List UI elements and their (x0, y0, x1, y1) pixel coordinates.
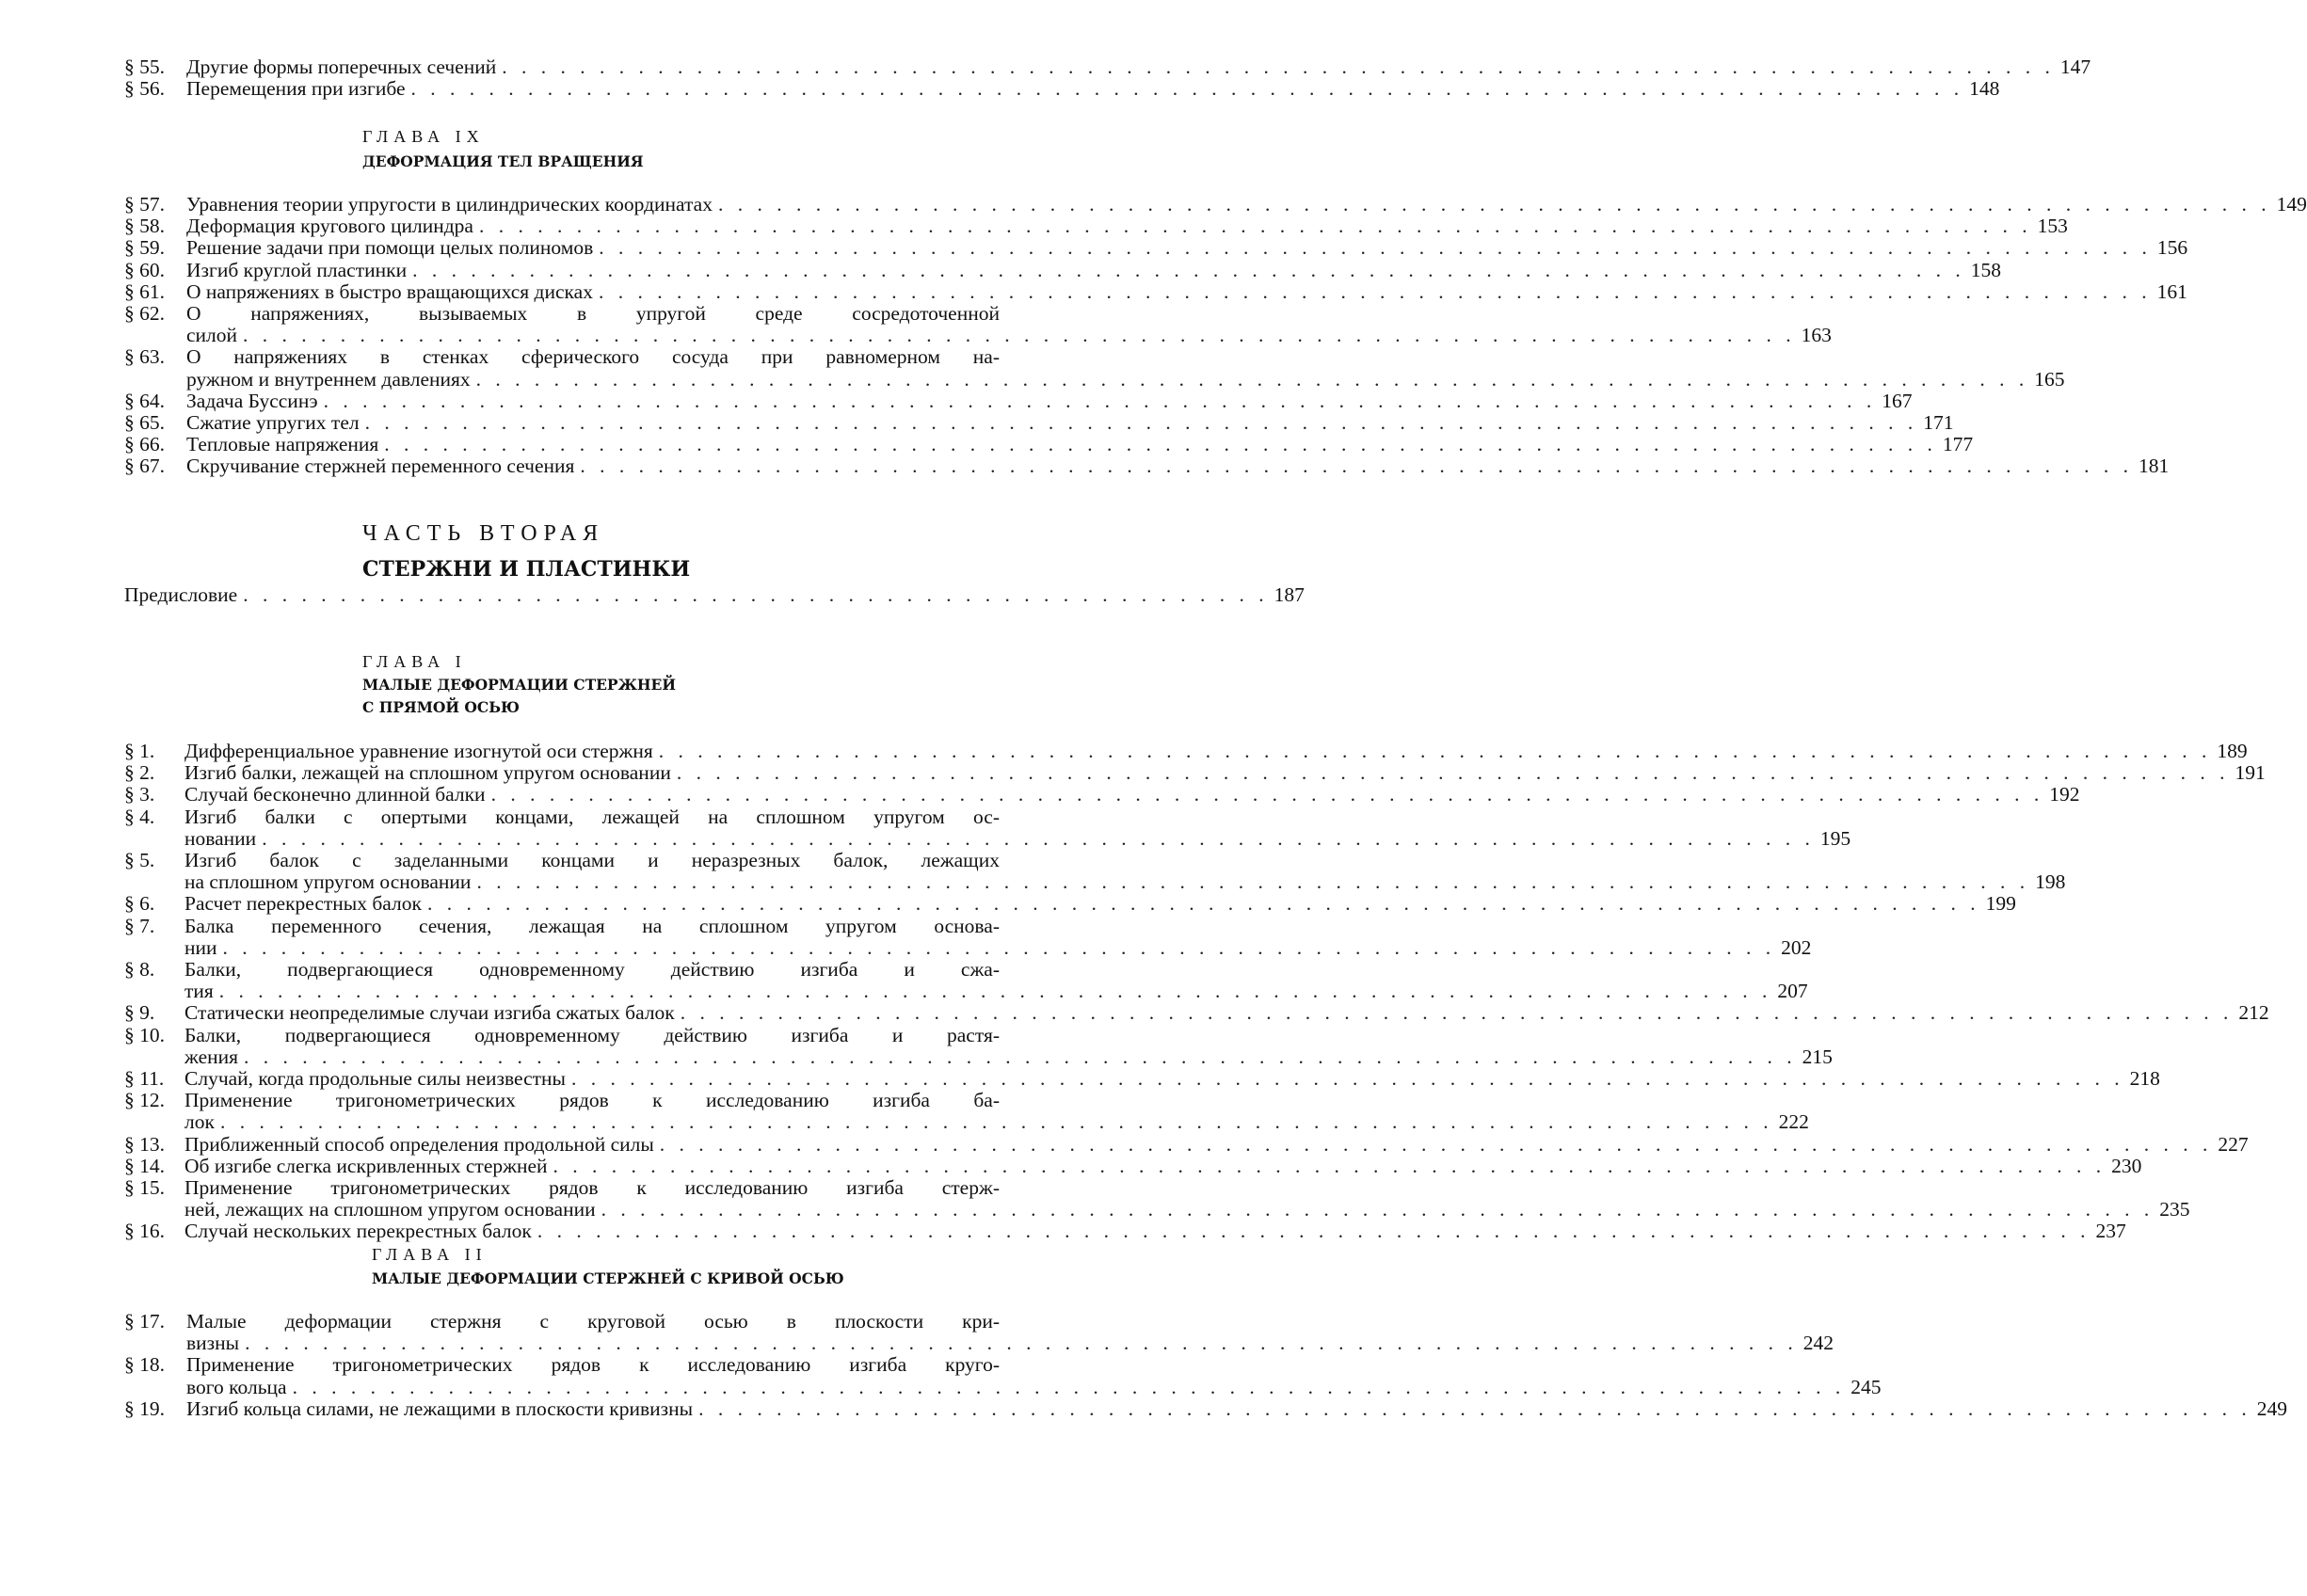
entry-page: 163 (1801, 324, 1832, 347)
toc-entry[interactable] (124, 1353, 1882, 1398)
entry-title: тия (184, 980, 214, 1003)
entry-line (184, 1198, 2190, 1221)
entry-line (184, 892, 2016, 916)
toc-entry[interactable] (124, 1023, 1833, 1068)
entry-title: Перемещения при изгибе (186, 77, 406, 101)
entry-line (184, 783, 2080, 806)
chapter-1-title-line2: С ПРЯМОЙ ОСЬЮ (362, 698, 520, 716)
entry-title: Об изгибе слегка искривленных стержней (184, 1154, 548, 1177)
chapter-2-label: ГЛАВА II (372, 1245, 488, 1264)
section-number: § 14. (124, 1154, 165, 1177)
leader-dots: . . . . . . . . . . . . . . . . . . . . . . . . . . . . . . . . . . . . . . . . . . . . . . . . . . . . . . . . . . . . . . . . . . . . . . . . . . . . . . . . (262, 826, 1815, 850)
entry-line (186, 433, 1974, 456)
section-number: § 11. (124, 1067, 165, 1091)
entry-line (186, 1332, 1834, 1355)
entry-title: на сплошном упругом основании (184, 870, 472, 894)
toc-block-intro (124, 56, 2091, 101)
toc-block-chapter-1 (124, 740, 2269, 1243)
entry-title: Сжатие упругих тел (186, 411, 360, 435)
leader-dots: . . . . . . . . . . . . . . . . . . . . . . . . . . . . . . . . . . . . . . . . . . . . . . . . . . . . . . . . . . . . . . . . . . . . . . . . . . . . . . . . (599, 236, 2152, 260)
section-number: § 10. (124, 1023, 165, 1046)
entry-page: 230 (2111, 1154, 2142, 1177)
entry-line (186, 258, 2001, 281)
chapter-2-title: МАЛЫЕ ДЕФОРМАЦИИ СТЕРЖНЕЙ С КРИВОЙ ОСЬЮ (372, 1269, 844, 1287)
section-number: § 16. (124, 1220, 165, 1243)
entry-page: 187 (1274, 583, 1305, 606)
entry-title-line1: Применение тригонометрических рядов к исследованию изгиба стерж- (184, 1176, 1000, 1200)
leader-dots: . . . . . . . . . . . . . . . . . . . . . . . . . . . . . . . . . . . . . . . . . . . . . . . . . . . . . . . . . . . . . . . . . . . . . . . . . . . . . . . . (601, 1198, 2155, 1221)
leader-dots: . . . . . . . . . . . . . . . . . . . . . . . . . . . . . . . . . . . . . . . . . . . . . . . . . . . . . . . . . . . . . . . . . . . . . . . . . . . . . . . . (219, 1110, 1773, 1134)
entry-title-line1: О напряжениях, вызываемых в упругой среде сосредоточенной (186, 302, 1000, 326)
section-number: § 59. (124, 236, 165, 260)
leader-dots: . . . . . . . . . . . . . . . . . . . . . . . . . . . . . . . . . . . . . . . . . . . . . . . . . . . . . . . . . . . . . . . . . . . . . . . . . . . . . . . . (676, 761, 2230, 785)
toc-entry[interactable] (124, 411, 1954, 435)
section-number: § 19. (124, 1396, 165, 1420)
entry-line (184, 980, 1808, 1003)
leader-dots: . . . . . . . . . . . . . . . . . . . . . . . . . . . . . . . . . . . . . . . . . . . . . . . . . . . . . . . . . . . . . . . . . . . . . . . . . . . . . . . . (580, 455, 2134, 478)
toc-entry[interactable] (124, 761, 2266, 785)
entry-page: 235 (2159, 1198, 2190, 1221)
leader-dots: . . . . . . . . . . . . . . . . . . . . . . . . . . . . . . . . . . . . . . . . . . . . . . . . . . . . . . . . . . . . . . . . . . . . . . . . . . . . . . . . (570, 1067, 2124, 1091)
entry-line (186, 193, 2307, 215)
section-number: § 6. (124, 892, 155, 916)
section-number: § 17. (124, 1310, 165, 1333)
entry-title: Предисловие (124, 583, 238, 606)
chapter-9-title: ДЕФОРМАЦИЯ ТЕЛ ВРАЩЕНИЯ (362, 152, 644, 170)
leader-dots: . . . . . . . . . . . . . . . . . . . . . . . . . . . . . . . . . . . . . . . . . . . . . . . . . . . . . . . . . . . . . . . . . . . . . . . . . . . . . . . . (244, 1045, 1797, 1068)
entry-title: вого кольца (186, 1375, 287, 1398)
leader-dots: . . . . . . . . . . . . . . . . . . . . . . . . . . . . . . . . . . . . . . . . . . . . . . . . . . . . . . . . . . . . . . . . . . . . . . . . . . . . . . . . (598, 279, 2152, 303)
entry-title-line1: Балка переменного сечения, лежащая на сплошном упругом основа- (184, 914, 1000, 937)
leader-dots: . . . . . . . . . . . . . . . . . . . . . . . . . . . . . . . . . . . . . . . . . . . . . . . . . . . . . . . . . . . . . . . . . . . . . . . . . . . . . . . . (659, 1132, 2213, 1156)
entry-line (184, 870, 2066, 894)
leader-dots: . . . . . . . . . . . . . . . . . . . . . . . . . . . . . . . . . . . . . . . . . . . . . . . . . . . . . . . . . . . . . . . . . . . . . . . . . . . . . . . . (553, 1154, 2107, 1177)
section-number: § 5. (124, 849, 155, 872)
entry-page: 202 (1781, 935, 1812, 959)
entry-line (186, 236, 2188, 260)
section-number: § 12. (124, 1089, 165, 1112)
section-number: § 65. (124, 411, 165, 435)
entry-page: 192 (2049, 783, 2080, 806)
entry-line (184, 1220, 2126, 1243)
entry-title: жения (184, 1045, 239, 1068)
leader-dots: . . . . . . . . . . . . . . . . . . . . . . . . . . . . . . . . . . . . . . . . . . . . . . . . . . . . . . . . . . . . . . . . . . . . . . . . . . . . . . . . (243, 324, 1796, 347)
leader-dots: . . . . . . . . . . . . . . . . . . . . . . . . . . . . . . . . . . . . . . . . . . . . . . . . . . . . . . . . . . . . . . . . . . . . . . . . . . . . . . . . (502, 56, 2055, 78)
toc-entry[interactable] (124, 1396, 2287, 1420)
entry-line (184, 1067, 2160, 1091)
entry-title: ружном и внутреннем давлениях (186, 367, 471, 391)
toc-entry[interactable] (124, 914, 1812, 959)
leader-dots: . . . . . . . . . . . . . . . . . . . . . . . . . . . . . . . . . . . . . . . . . . . . . . . . . . . . . . . . . . . . . . . . . . . . . . . . . . . . . . . . (410, 77, 1964, 101)
entry-title: нии (184, 935, 217, 959)
leader-dots: . . . . . . . . . . . . . . . . . . . . . . . . . . . . . . . . . . . . . . . . . . . . . . . . . . . . . . . . . . . . . . . . . . . . . . . . . . . . . . . . (475, 367, 2029, 391)
entry-page: 191 (2235, 761, 2266, 785)
entry-page: 161 (2156, 279, 2187, 303)
entry-page: 245 (1850, 1375, 1882, 1398)
entry-title: визны (186, 1332, 240, 1355)
leader-dots: . . . . . . . . . . . . . . . . . . . . . . . . . . . . . . . . . . . . . . . . . . . . . . . . . . . . . . . . . . . . . . . . . . . . . . . . . . . . . . . . (476, 870, 2030, 894)
toc-entry[interactable] (124, 302, 1832, 347)
entry-title: Задача Буссинэ (186, 389, 318, 412)
entry-line (186, 389, 1913, 412)
entry-title: силой (186, 324, 238, 347)
toc-entry[interactable] (124, 1154, 2142, 1177)
entry-title: О напряжениях в быстро вращающихся дисках (186, 279, 593, 303)
entry-page: 222 (1778, 1110, 1809, 1134)
entry-title: Скручивание стержней переменного сечения (186, 455, 575, 478)
toc-entry[interactable] (124, 345, 2065, 391)
toc-entry[interactable] (124, 1001, 2269, 1025)
entry-line (186, 56, 2091, 78)
entry-page: 237 (2095, 1220, 2126, 1243)
section-number: § 8. (124, 958, 155, 982)
entry-title: Дифференциальное уравнение изогнутой оси стержня (184, 740, 653, 762)
entry-title: Приближенный способ определения продольной силы (184, 1132, 654, 1156)
entry-line (186, 279, 2187, 303)
entry-title-line1: Малые деформации стержня с круговой осью в плоскости кри- (186, 1310, 1000, 1333)
toc-entry[interactable] (124, 958, 1808, 1003)
entry-line (186, 77, 2000, 101)
entry-page: 198 (2035, 870, 2066, 894)
leader-dots: . . . . . . . . . . . . . . . . . . . . . . . . . . . . . . . . . . . . . . . . . . . . . . . . . . . . . . . . . . . . . . . . . . . . . . . . . . . . . . . . (426, 892, 1980, 916)
entry-line (184, 1001, 2269, 1025)
entry-line (186, 367, 2065, 391)
entry-title-line1: Применение тригонометрических рядов к исследованию изгиба круго- (186, 1353, 1000, 1377)
entry-title: Деформация кругового цилиндра (186, 215, 473, 238)
leader-dots: . . . . . . . . . . . . . . . . . . . . . . . . . . . . . . . . . . . . . . . . . . . . . . . . . . . . . . . . . . . . . . . . . . . . . . . . . . . . . . . . (658, 740, 2212, 762)
entry-title: Изгиб кольца силами, не лежащими в плоскости кривизны (186, 1396, 694, 1420)
entry-title: Решение задачи при помощи целых полиномов (186, 236, 594, 260)
toc-entry[interactable] (124, 258, 2001, 281)
toc-entry[interactable] (124, 1220, 2126, 1243)
toc-block-chapter-2 (124, 1310, 2287, 1420)
section-number: § 56. (124, 77, 165, 101)
entry-page: 207 (1777, 980, 1808, 1003)
leader-dots: . . . . . . . . . . . . . . . . . . . . . . . . . . . . . . . . . . . . . . . . . . . . . . . . . . . . . . . . . . . . . . . . . . . . . . . . . . . . . . . . (364, 411, 1918, 435)
entry-line (184, 1154, 2142, 1177)
entry-line (186, 411, 1954, 435)
section-number: § 64. (124, 389, 165, 412)
toc-entry[interactable] (124, 193, 2307, 215)
toc-entry[interactable] (124, 77, 2000, 101)
entry-title-line1: Изгиб балки с опертыми концами, лежащей на сплошном упругом ос- (184, 805, 1000, 828)
toc-entry[interactable] (124, 215, 2068, 238)
entry-line (184, 740, 2248, 762)
toc-entry[interactable] (124, 56, 2091, 78)
section-number: § 1. (124, 740, 155, 762)
leader-dots: . . . . . . . . . . . . . . . . . . . . . . . . . . . . . . . . . . . . . . . . . . . . . . . . . . . . . . . . . . . . . . . . . . . . . . . . . . . . . . . . (490, 783, 2044, 806)
entry-page: 249 (2256, 1396, 2287, 1420)
entry-title-line1: Балки, подвергающиеся одновременному действию изгиба и сжа- (184, 958, 1000, 982)
entry-page: 148 (1969, 77, 2000, 101)
entry-line (186, 455, 2170, 478)
entry-page: 156 (2156, 236, 2188, 260)
entry-line (186, 324, 1832, 347)
entry-title: Случай бесконечно длинной балки (184, 783, 486, 806)
toc-entry[interactable] (124, 455, 2170, 478)
leader-dots: . . . . . . . . . . . . . . . . . . . . . . . . . . . . . . . . . . . . . . . . . . . . . . . . . . . . . . . . . . . . . . . . . . . . . . . . . . . . . . . . (245, 1332, 1798, 1355)
entry-page: 167 (1882, 389, 1913, 412)
entry-page: 242 (1802, 1332, 1834, 1355)
entry-page: 147 (2059, 56, 2091, 78)
toc-entry[interactable] (124, 1310, 1834, 1355)
section-number: § 3. (124, 783, 155, 806)
toc-entry[interactable] (124, 236, 2188, 260)
leader-dots: . . . . . . . . . . . . . . . . . . . . . . . . . . . . . . . . . . . . . . . . . . . . . . . . . . . . . . . . . . . . . . . . . . . . . . . . . . . . . . . . (323, 389, 1877, 412)
section-number: § 4. (124, 805, 155, 828)
leader-dots: . . . . . . . . . . . . . . . . . . . . . . . . . . . . . . . . . . . . . . . . . . . . . . . . . . . . . . . . . . . . . . . . . . . . . . . . . . . . . . . . (717, 193, 2271, 215)
entry-title: Изгиб круглой пластинки (186, 258, 408, 281)
leader-dots: . . . . . . . . . . . . . . . . . . . . . . . . . . . . . . . . . . . . . . . . . . . . . . . . . . . . . . . . . . . . . . . . . . . . . . . . . . . . . . . . (412, 258, 1965, 281)
entry-page: 171 (1923, 411, 1954, 435)
entry-title-line1: Изгиб балок с заделанными концами и неразрезных балок, лежащих (184, 849, 1000, 872)
entry-page: 149 (2276, 193, 2307, 215)
toc-entry[interactable] (124, 740, 2248, 762)
entry-line (186, 1375, 1882, 1398)
entry-title: Уравнения теории упругости в цилиндрических координатах (186, 193, 713, 215)
entry-page: 215 (1802, 1045, 1833, 1068)
entry-page: 212 (2238, 1001, 2269, 1025)
leader-dots: . . . . . . . . . . . . . . . . . . . . . . . . . . . . . . . . . . . . . . . . . . . . . . . . . . . . . . . . . . . . . . . . . . . . . . . . . . . . . . . . (218, 980, 1772, 1003)
toc-entry[interactable] (124, 783, 2080, 806)
entry-title-line1: Балки, подвергающиеся одновременному действию изгиба и растя- (184, 1023, 1000, 1046)
entry-line (186, 1396, 2287, 1420)
entry-line (184, 935, 1812, 959)
chapter-9-label: ГЛАВА IX (362, 127, 485, 146)
leader-dots: . . . . . . . . . . . . . . . . . . . . . . . . . . . . . . . . . . . . . . . . . . . . . . . . . . . . . . . . . . . . . . . . . . . . . . . . . . . . . . . . (384, 433, 1937, 456)
entry-page: 227 (2218, 1132, 2249, 1156)
section-number: § 60. (124, 258, 165, 281)
entry-page: 153 (2037, 215, 2068, 238)
toc-entry[interactable] (124, 805, 1851, 850)
entry-title: Другие формы поперечных сечений (186, 56, 497, 78)
toc-block-chapter-9 (124, 193, 2307, 478)
toc-entry[interactable] (124, 892, 2016, 916)
entry-line (186, 215, 2068, 238)
toc-entry[interactable] (124, 1132, 2249, 1156)
entry-page: 218 (2129, 1067, 2160, 1091)
entry-title-line1: Применение тригонометрических рядов к исследованию изгиба ба- (184, 1089, 1000, 1112)
toc-entry-preface[interactable]: Предисловие . . . . . . . . . . . . . . . . . . . . . . . . . . . . . . . . . . . . . . . . . . . . . . . . . . . . . 187 (124, 583, 1305, 606)
leader-dots: . . . . . . . . . . . . . . . . . . . . . . . . . . . . . . . . . . . . . . . . . . . . . . . . . . . . . . . . . . . . . . . . . . . . . . . . . . . . . . . . (478, 215, 2032, 238)
entry-page: 181 (2139, 455, 2170, 478)
entry-line (184, 1110, 1809, 1134)
entry-page: 189 (2217, 740, 2248, 762)
section-number: § 2. (124, 761, 155, 785)
leader-dots: . . . . . . . . . . . . . . . . . . . . . . . . . . . . . . . . . . . . . . . . . . . . . . . . . . . . . . . . . . . . . . . . . . . . . . . . . . . . . . . . (537, 1220, 2091, 1243)
entry-title: лок (184, 1110, 215, 1134)
section-number: § 13. (124, 1132, 165, 1156)
part-2-title: СТЕРЖНИ И ПЛАСТИНКИ (362, 557, 691, 582)
section-number: § 57. (124, 193, 165, 215)
entry-line (184, 761, 2266, 785)
section-number: § 58. (124, 215, 165, 238)
entry-line (184, 826, 1851, 850)
chapter-1-label: ГЛАВА I (362, 652, 467, 671)
section-number: § 9. (124, 1001, 155, 1025)
chapter-1-title-line1: МАЛЫЕ ДЕФОРМАЦИИ СТЕРЖНЕЙ (362, 676, 677, 694)
toc-entry[interactable] (124, 1089, 1809, 1134)
section-number: § 55. (124, 56, 165, 78)
toc-entry[interactable] (124, 1176, 2190, 1221)
entry-page: 165 (2034, 367, 2065, 391)
entry-title: Случай, когда продольные силы неизвестны (184, 1067, 566, 1091)
entry-title: Расчет перекрестных балок (184, 892, 422, 916)
toc-entry[interactable] (124, 1067, 2160, 1091)
entry-line (184, 1045, 1833, 1068)
section-number: § 61. (124, 279, 165, 303)
section-number: § 67. (124, 455, 165, 478)
toc-block-preface (124, 583, 1305, 606)
entry-title: Тепловые напряжения (186, 433, 379, 456)
part-2-label: ЧАСТЬ ВТОРАЯ (362, 521, 605, 546)
section-number: § 66. (124, 433, 165, 456)
section-number: § 15. (124, 1176, 165, 1200)
leader-dots: . . . . . . . . . . . . . . . . . . . . . . . . . . . . . . . . . . . . . . . . . . . . . . . . . . . . . . . . . . . . . . . . . . . . . . . . . . . . . . . . (698, 1396, 2251, 1420)
leader-dots: . . . . . . . . . . . . . . . . . . . . . . . . . . . . . . . . . . . . . . . . . . . . . . . . . . . . . . . . . . . . . . . . . . . . . . . . . . . . . . . . (292, 1375, 1846, 1398)
section-number: § 7. (124, 914, 155, 937)
entry-title: Статически неопределимые случаи изгиба сжатых балок (184, 1001, 675, 1025)
toc-entry[interactable] (124, 433, 1974, 456)
toc-entry[interactable] (124, 279, 2187, 303)
entry-title: ней, лежащих на сплошном упругом основании (184, 1198, 596, 1221)
leader-dots: . . . . . . . . . . . . . . . . . . . . . . . . . . . . . . . . . . . . . . . . . . . . . . . . . . . . . . . . . . . . . . . . . . . . . . . . . . . . . . . . (222, 935, 1776, 959)
entry-title: новании (184, 826, 257, 850)
entry-title: Изгиб балки, лежащей на сплошном упругом основании (184, 761, 671, 785)
entry-page: 177 (1942, 433, 1974, 456)
toc-entry[interactable] (124, 849, 2066, 894)
section-number: § 63. (124, 345, 165, 369)
entry-page: 199 (1985, 892, 2016, 916)
entry-page: 158 (1970, 258, 2001, 281)
leader-dots: . . . . . . . . . . . . . . . . . . . . . . . . . . . . . . . . . . . . . . . . . . . . . . . . . . . . . . . . . . . . . . . . . . . . . . . . . . . . . . . . (680, 1001, 2234, 1025)
section-number: § 62. (124, 302, 165, 326)
section-number: § 18. (124, 1353, 165, 1377)
entry-line (184, 1132, 2249, 1156)
entry-page: 195 (1819, 826, 1851, 850)
toc-entry[interactable] (124, 389, 1913, 412)
entry-title-line1: О напряжениях в стенках сферического сосуда при равномерном на- (186, 345, 1000, 369)
entry-title: Случай нескольких перекрестных балок (184, 1220, 532, 1243)
